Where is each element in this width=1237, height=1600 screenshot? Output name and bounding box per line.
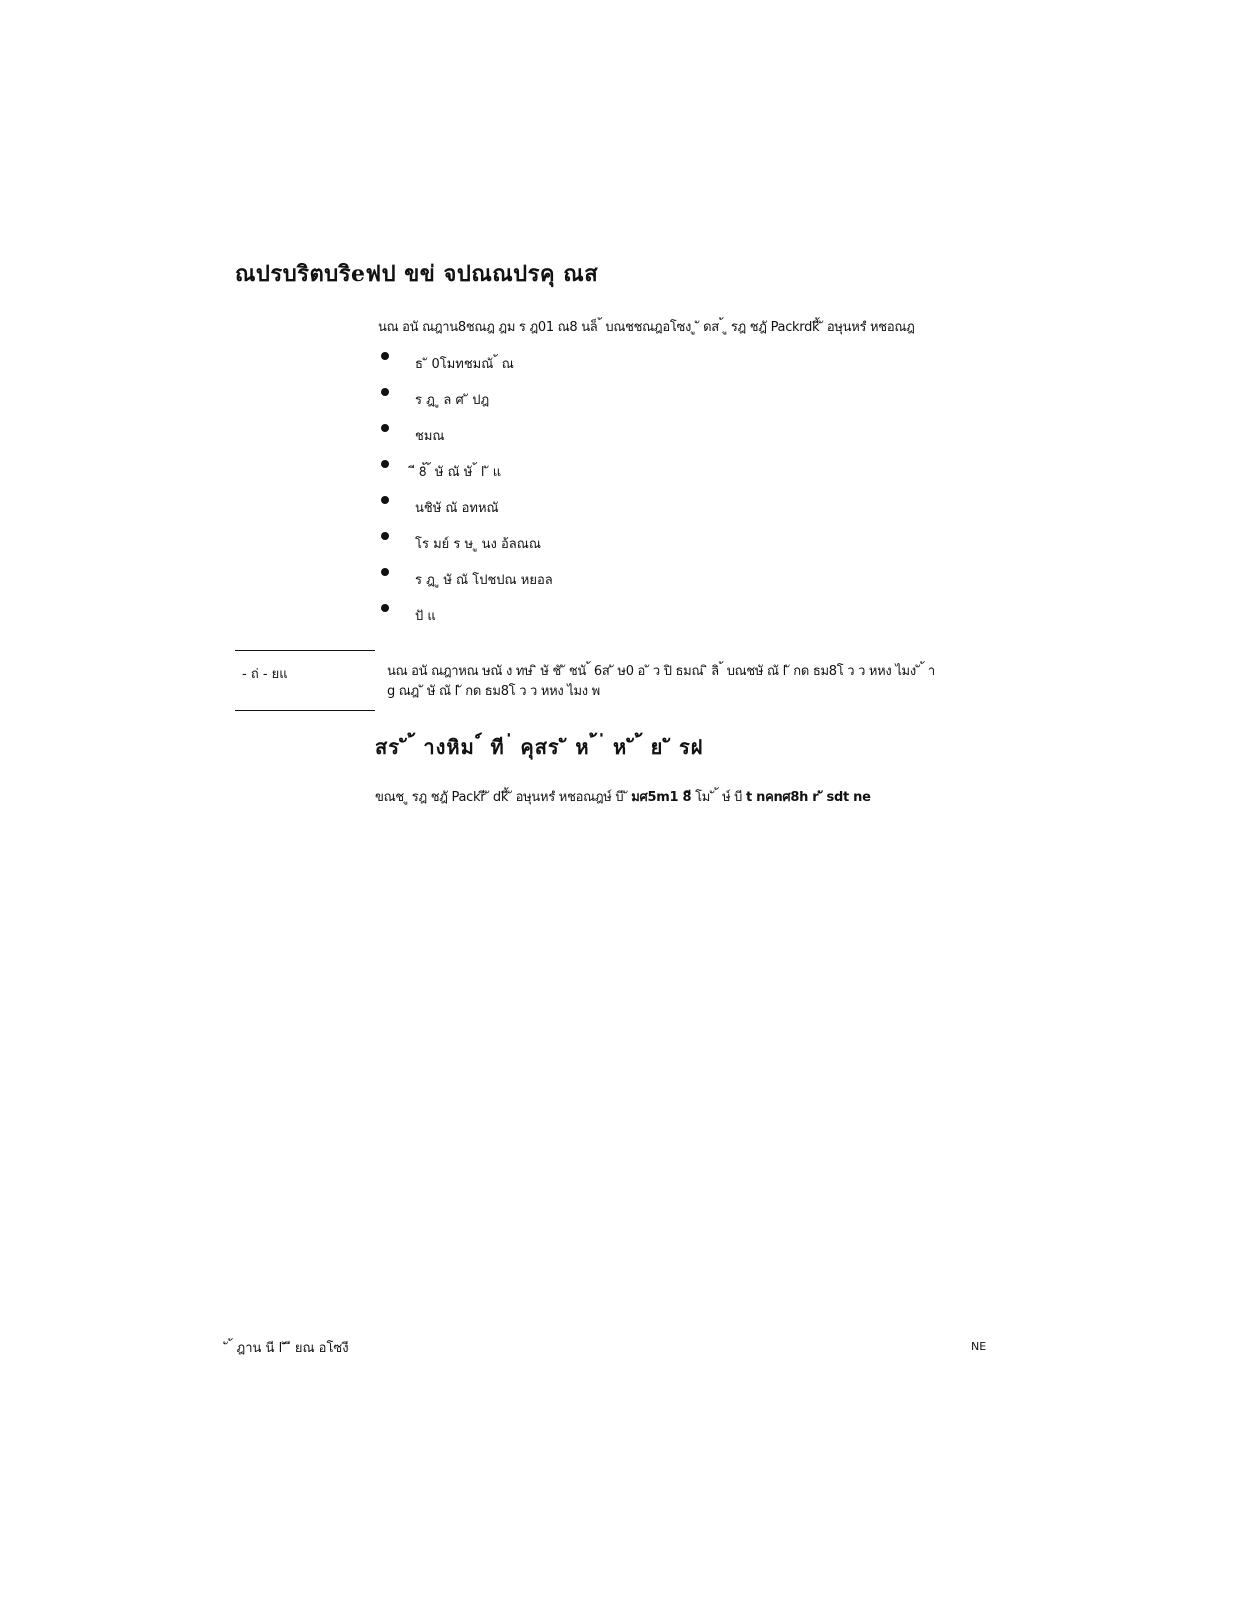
list-item-text: โร มย์ ร ษ ู นง อ้ลณณ bbox=[415, 537, 541, 552]
paragraph-text: ขณช ู รฎ ชฎั Packrี ั dkี้ ั อษุนหรํ หชอณฎษ์ บี ั bbox=[375, 790, 632, 805]
list-item-text: ชมณ bbox=[415, 429, 445, 444]
bullet-icon bbox=[381, 532, 389, 540]
intro-paragraph: นณ อนั ณฎาน8ชณฎ ฎม ร ฎ01 ณ8 นล็ ้ บณชชณฎอโซง ู ั ดส ้ ู รฎ ชฎั Packrdkี้ ั อษุนหรํ หชอณฎ bbox=[378, 320, 915, 335]
list-item-text: ปั แ bbox=[415, 609, 436, 624]
section-heading: ณปรบริตบริeฟป ขข่ จปณณปรคุ ณส bbox=[235, 261, 599, 287]
bullet-icon bbox=[381, 388, 389, 396]
bullet-icon bbox=[381, 496, 389, 504]
bullet-icon bbox=[381, 604, 389, 612]
bullet-icon bbox=[381, 460, 389, 468]
bold-term: t nคnศ8h r ั sdt ne bbox=[745, 790, 871, 805]
bullet-icon bbox=[381, 568, 389, 576]
list-item-text: นชิษั ณั อทหณั bbox=[415, 501, 499, 516]
subsection-heading: สร ั ้ างหิม ์ ที ่ คุสร ั ห ้ ่ ห ั ้ ย ั รฝ bbox=[375, 735, 704, 759]
bullet-icon bbox=[381, 424, 389, 432]
list-item-text: ร ฎ ู ษั ณั โปชปณ หยอล bbox=[415, 573, 553, 588]
note-divider-bottom bbox=[235, 710, 375, 711]
paragraph-text: โม ั ้ ษ์ บี bbox=[695, 790, 746, 805]
list-item-text: ร ฎ ู ล ศ ั ปฎ bbox=[415, 393, 490, 408]
note-text bbox=[387, 662, 935, 702]
footer-title: ั ้ ฎาน นี l ั ี ยณ อโซงี bbox=[228, 1341, 349, 1356]
note-label: - ถ่ ‐ ยแ bbox=[242, 667, 288, 682]
bullet-icon bbox=[381, 352, 389, 360]
note-divider-top bbox=[235, 650, 375, 651]
subsection-paragraph bbox=[375, 786, 871, 807]
note-line: นณ อนั ณฎาหณ ษณั ง ทษ ิ ษั ชั ั ชนั ้ 6ส ั ษ0 อ ั ว ปิ ธมณ ิ ลิ ้ บณชษั ณั l ั กด ธม8โ ว ว หหง ไมง ั ้ า bbox=[387, 664, 935, 679]
list-item-text: ี 8้ ้ ษั ณั ษั ้ l ั แ bbox=[415, 465, 502, 480]
page-number: NE bbox=[971, 1340, 987, 1353]
list-item-text: ธ ั 0โมทชมณั ้ ณ bbox=[415, 357, 514, 372]
note-line: g ณฎ ั ษั ณั l ั กด ธม8โ ว ว หหง ไมง พ bbox=[387, 684, 600, 699]
bold-term: มศ5m1 8ี bbox=[631, 790, 696, 805]
